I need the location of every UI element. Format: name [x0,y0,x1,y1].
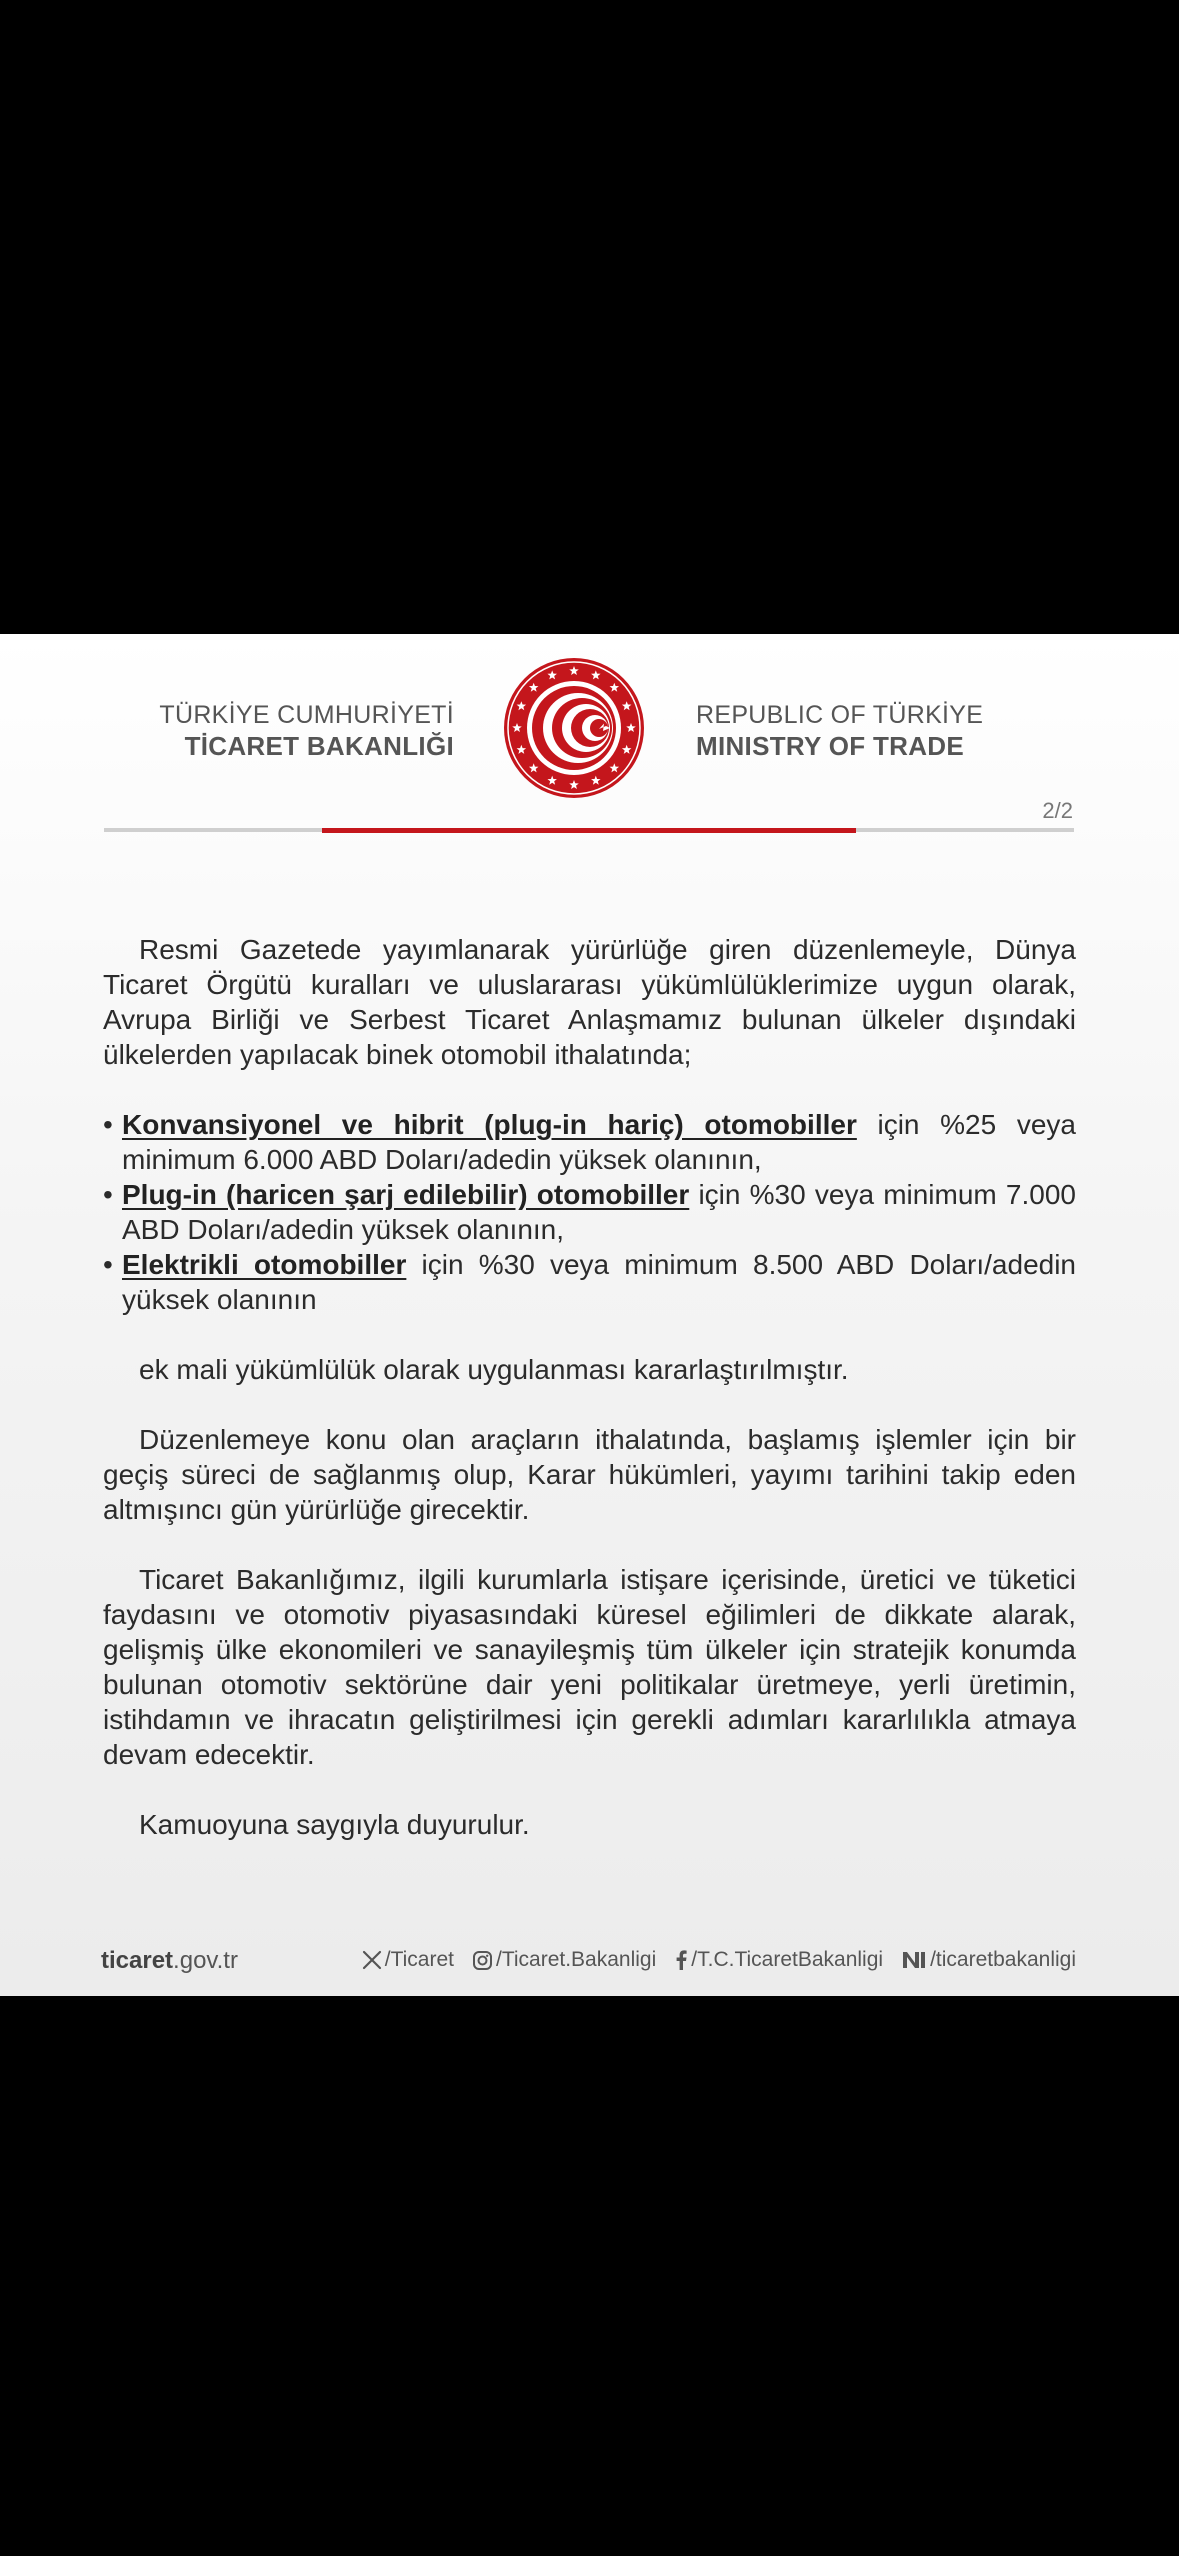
x-link[interactable] [362,1948,454,1972]
x-handle: /Ticaret [384,1948,454,1971]
instagram-link[interactable] [472,1948,656,1972]
header-republic-tr: TÜRKİYE CUMHURİYETİ [159,701,454,729]
tariff-text: için %30 veya minimum 8.500 ABD Doları/adedin yüksek olanının [122,1249,1077,1315]
list-item: • Konvansiyonel ve hibrit (plug-in hariç) otomobiller için %25 veya minimum 6.000 ABD Doları/adedin yüksek olanının, [103,1109,1076,1175]
header-ministry-en: MINISTRY OF TRADE [696,731,964,761]
x-icon [362,1950,382,1970]
announcement-body [103,932,1076,1842]
facebook-icon [674,1949,688,1971]
vehicle-category: Elektrikli otomobiller [122,1249,407,1280]
header-turkish-title [159,700,454,762]
page-indicator: 2/2 [1042,798,1073,823]
transition-paragraph: Düzenlemeye konu olan araçların ithalatında, başlamış işlemler için bir geçiş süreci de sağlanmış olup, Karar hükümleri, yayımı tarihini takip eden altmışıncı gün yürürlüğe girecektir. [103,1424,1076,1525]
header-english-title [696,700,983,762]
nsosyal-icon [901,1950,927,1970]
policy-paragraph: Ticaret Bakanlığımız, ilgili kurumlarla istişare içerisinde, üretici ve tüketici faydasını ve otomotiv piyasasındaki küresel eğilimleri de dikkate alarak, gelişmiş ülke ekonomileri ve sanayileşmiş tüm ülkeler için stratejik konumda bulunan otomotiv sektörüne dair yeni politikalar üretmeye, yerli üretimin, istihdamın ve ihracatın geliştirilmesi için gerekli adımları kararlılıkla atmaya devam edecektir. [103,1564,1076,1770]
footer [0,1947,1179,1977]
nsosyal-handle: /ticaretbakanligi [930,1948,1076,1971]
social-links [362,1948,1076,1972]
header-republic-en: REPUBLIC OF TÜRKİYE [696,701,984,729]
instagram-handle: /Ticaret.Bakanligi [495,1948,657,1971]
site-name: ticaret [101,1947,174,1974]
announcement-document [0,634,1179,1996]
list-item: • Elektrikli otomobiller için %30 veya minimum 8.500 ABD Doları/adedin yüksek olanının [103,1249,1077,1315]
header-divider-accent [322,828,856,833]
vehicle-category: Plug-in (haricen şarj edilebilir) otomobiller [122,1179,690,1210]
header-ministry-tr: TİCARET BAKANLIĞI [184,731,454,761]
website-link[interactable] [101,1947,238,1975]
tariff-list [103,1107,1076,1317]
vehicle-category: Konvansiyonel ve hibrit (plug-in hariç) otomobiller [122,1109,857,1140]
facebook-link[interactable] [674,1948,883,1972]
tariff-text: için %30 veya minimum 7.000 ABD Doları/adedin yüksek olanının, [122,1179,1077,1245]
conclusion-paragraph: ek mali yükümlülük olarak uygulanması kararlaştırılmıştır. [139,1354,849,1385]
intro-paragraph: Resmi Gazetede yayımlanarak yürürlüğe giren düzenlemeyle, Dünya Ticaret Örgütü kuralları ve uluslararası yükümlülüklerimize uygun olarak, Avrupa Birliği ve Serbest Ticaret Anlaşmamız bulunan ülkeler dışındaki ülkelerden yapılacak binek otomobil ithalatında; [103,934,1076,1070]
nsosyal-link[interactable] [901,1948,1076,1972]
tariff-text: için %25 veya minimum 6.000 ABD Doları/adedin yüksek olanının, [122,1109,1076,1175]
list-item: • Plug-in (haricen şarj edilebilir) otomobiller için %30 veya minimum 7.000 ABD Doları/adedin yüksek olanının, [103,1179,1077,1245]
site-domain: .gov.tr [173,1947,238,1974]
ministry-emblem-icon [502,656,646,800]
facebook-handle: /T.C.TicaretBakanligi [691,1948,884,1971]
closing-paragraph: Kamuoyuna saygıyla duyurulur. [139,1809,530,1840]
instagram-icon [472,1950,493,1971]
